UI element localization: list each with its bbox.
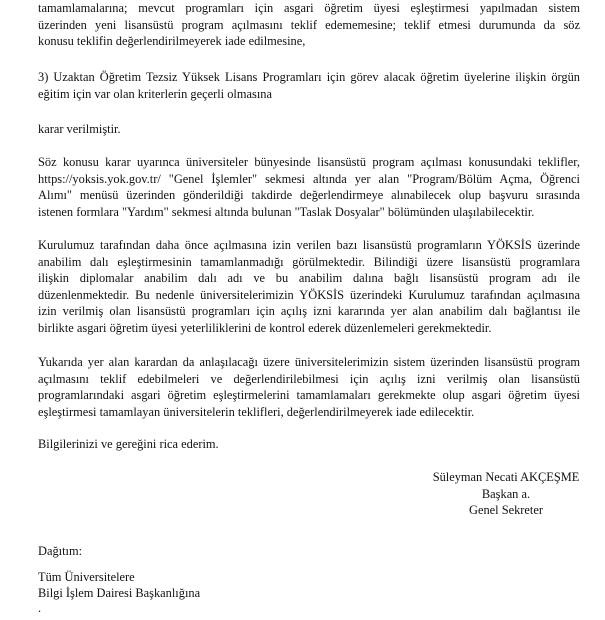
text-line: ilişkin diplomalar anabilim dalı adı ve bu anabilim dalına bağlı lisansüstü program adı ile	[38, 271, 580, 285]
text-line: programlarındaki asgari öğretim eşleştirmelerini tamamlamaları gerekmekte olup asgari öğretim üyesi	[38, 388, 580, 402]
text-line: Alımı" menüsü üzerinden gönderildiği takdirde değerlendirmeye alınabilecek olup başvuru sırasında	[38, 188, 580, 202]
distribution-block	[38, 543, 200, 614]
paragraph-portal	[38, 154, 580, 220]
text-line: eğitim için var olan kriterlerin geçerli olmasına	[38, 86, 272, 101]
text-line: açılmasını teklif edebilmeleri ve değerlendirilebilmesi için açılış izni verilmiş olan lisansüstü	[38, 371, 580, 386]
paragraph-summary	[38, 354, 580, 420]
text-line: eşleştirmesi tamamlayan üniversitelerin teklifleri, değerlendirilmeyerek iade edilecektir.	[38, 404, 475, 419]
text-line: düzenlenmektedir. Bu nedenle üniversitelerimizin YÖKSİS üzerindeki Kurulumuz tarafından açılmasına	[38, 287, 580, 302]
text-line: istenen formlara "Yardım" sekmesi altında bulunan "Taslak Dosyalar" bölümünden ulaşılabilecektir.	[38, 204, 535, 219]
decision-item-3	[38, 69, 580, 102]
text-line: karar verilmiştir.	[38, 122, 121, 136]
text-line: anabilim dalı eşleştirmesinin tamamlanmadığı görülmektedir. Bilindiği üzere lisansüstü programlara	[38, 254, 580, 269]
paragraph-top	[38, 0, 580, 50]
decision-statement	[38, 121, 580, 138]
text-line: üzerinden yeni lisansüstü program açılmasını teklif edememesine; teklif etmesi durumunda da söz	[38, 17, 580, 32]
distribution-recipient: Bilgi İşlem Dairesi Başkanlığına	[38, 586, 201, 600]
text-line: birlikte asgari öğretim üyesi yeterliliklerini de kontrol ederek düzenlemeleri gerekmektedir.	[38, 320, 492, 335]
text-line: tamamlamalarına; mevcut programları için asgari öğretim üyesi eşleştirmesi yapılmadan sistem	[38, 1, 580, 15]
paragraph-yoksis	[38, 237, 580, 336]
text-line: Yukarıda yer alan karardan da anlaşılacağı üzere üniversitelerimizin sistem üzerinden lisansüstü program	[38, 355, 580, 369]
closing-line	[38, 436, 580, 453]
distribution-recipient: Tüm Üniversitelere	[38, 569, 135, 584]
text-line: https://yoksis.yok.gov.tr/ "Genel İşlemler" sekmesi altında yer alan "Program/Bölüm Açma, Öğrenci	[38, 171, 580, 186]
text-line: Kurulumuz tarafından daha önce açılmasına izin verilen bazı lisansüstü programların YÖKSİS üzerinde	[38, 238, 580, 252]
signatory-title: Başkan a.	[481, 486, 531, 501]
signatory-role: Genel Sekreter	[469, 503, 543, 517]
text-line: Bilgilerinizi ve gereğini rica ederim.	[38, 437, 219, 451]
signatory-name: Süleyman Necati AKÇEŞME	[432, 470, 580, 484]
text-line: izin verilmiş olan lisansüstü programları için açılış izni kararında yer alan anabilim dalı bağlantısı ile	[38, 304, 580, 318]
text-line: konusu teklifin değerlendirilmeyerek iade edilmesine,	[38, 34, 306, 48]
text-line: Söz konusu karar uyarınca üniversiteler bünyesinde lisansüstü program açılması konusundaki teklifler,	[38, 155, 580, 169]
distribution-trailing-mark: .	[38, 600, 42, 615]
text-line: 3) Uzaktan Öğretim Tezsiz Yüksek Lisans Programları için görev alacak öğretim üyelerine ilişkin örgün	[38, 70, 580, 84]
signature-block	[421, 469, 591, 519]
distribution-heading: Dağıtım:	[38, 544, 83, 558]
